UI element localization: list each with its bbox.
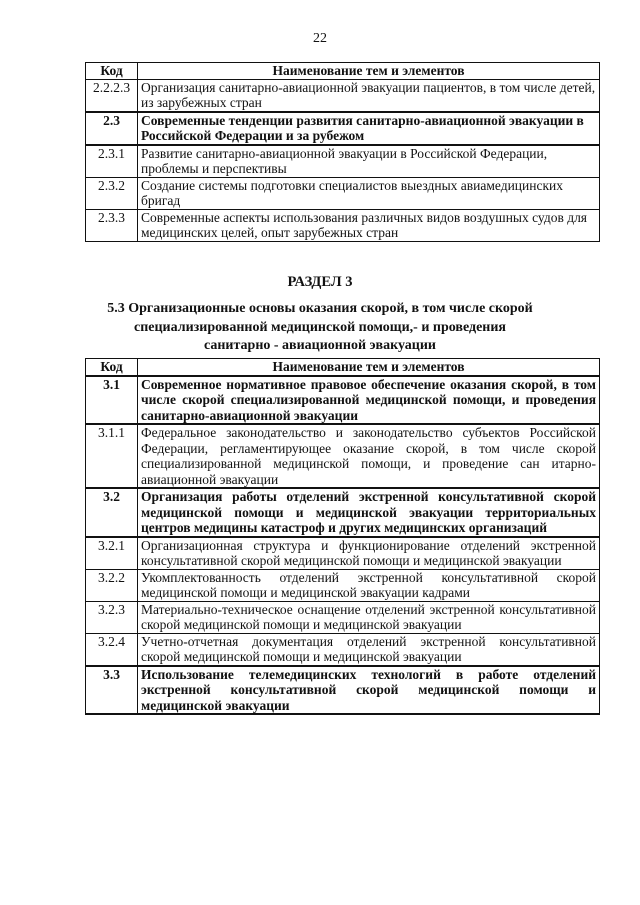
table-row [86, 601, 600, 633]
row-code: 3.3 [86, 666, 138, 715]
table-row [86, 666, 600, 715]
row-title: Современные аспекты использования различных видов воздушных судов для медицинских целей, опыт зарубежных стран [138, 209, 600, 241]
row-code: 3.2 [86, 488, 138, 537]
row-title: Организация санитарно-авиационной эвакуации пациентов, в том числе детей, из зарубежных стран [138, 79, 600, 112]
row-code: 2.2.2.3 [86, 79, 138, 112]
table-row [86, 633, 600, 666]
row-code: 3.2.2 [86, 569, 138, 601]
table-row [86, 79, 600, 112]
row-title: Создание системы подготовки специалистов выездных авиамедицинских бригад [138, 177, 600, 209]
row-title: Использование телемедицинских технологий в работе отделений экстренной консультативной скорой медицинской помощи и медицинской эвакуации [138, 666, 600, 715]
column-header-code: Код [86, 63, 138, 80]
row-title: Укомплектованность отделений экстренной консультативной скорой медицинской помощи и медицинской эвакуации кадрами [138, 569, 600, 601]
table-row [86, 145, 600, 178]
table-row [86, 569, 600, 601]
row-title: Развитие санитарно-авиационной эвакуации в Российской Федерации, проблемы и перспективы [138, 145, 600, 178]
row-title: Учетно-отчетная документация отделений экстренной консультативной скорой медицинской помощи и медицинской эвакуации [138, 633, 600, 666]
column-header-code: Код [86, 359, 138, 376]
row-title: Федеральное законодательство и законодательство субъектов Российской Федерации, регламентирующее оказание скорой, в том числе скорой специализированной медицинской помощи, и проведение сан итарно-авиационной эвакуации [138, 424, 600, 488]
table-row [86, 177, 600, 209]
row-code: 2.3.2 [86, 177, 138, 209]
section-subtitle: 5.3 Организационные основы оказания скорой, в том числе скорой специализированной медицинской помощи,- и проведения санитарно - авиационной эвакуации [107, 301, 533, 353]
table-row [86, 209, 600, 241]
topics-table-section-2 [85, 62, 600, 242]
table-header-row [86, 359, 600, 376]
row-code: 2.3.3 [86, 209, 138, 241]
row-title: Современное нормативное правовое обеспечение оказания скорой, в том числе скорой специализированной медицинской помощи, и проведения санитарно-авиационной эвакуации [138, 376, 600, 425]
column-header-name: Наименование тем и элементов [138, 359, 600, 376]
section-title: РАЗДЕЛ 3 [287, 274, 353, 290]
row-code: 3.2.3 [86, 601, 138, 633]
page-number: 22 [313, 31, 327, 46]
table-row [86, 376, 600, 425]
row-title: Современные тенденции развития санитарно-авиационной эвакуации в Российской Федерации и за рубежом [138, 112, 600, 145]
row-code: 3.2.4 [86, 633, 138, 666]
row-code: 2.3 [86, 112, 138, 145]
table-row [86, 424, 600, 488]
row-title: Организационная структура и функционирование отделений экстренной консультативной скорой медицинской помощи и медицинской эвакуации [138, 537, 600, 570]
table-row [86, 537, 600, 570]
table-row [86, 488, 600, 537]
column-header-name: Наименование тем и элементов [138, 63, 600, 80]
row-title: Организация работы отделений экстренной консультативной скорой медицинской помощи и медицинской эвакуации территориальных центров медицины катастроф и других медицинских организаций [138, 488, 600, 537]
row-title: Материально-техническое оснащение отделений экстренной консультативной скорой медицинской помощи и медицинской эвакуации [138, 601, 600, 633]
topics-table-section-3 [85, 358, 600, 715]
table-row [86, 112, 600, 145]
row-code: 2.3.1 [86, 145, 138, 178]
row-code: 3.1 [86, 376, 138, 425]
row-code: 3.1.1 [86, 424, 138, 488]
row-code: 3.2.1 [86, 537, 138, 570]
table-header-row [86, 63, 600, 80]
